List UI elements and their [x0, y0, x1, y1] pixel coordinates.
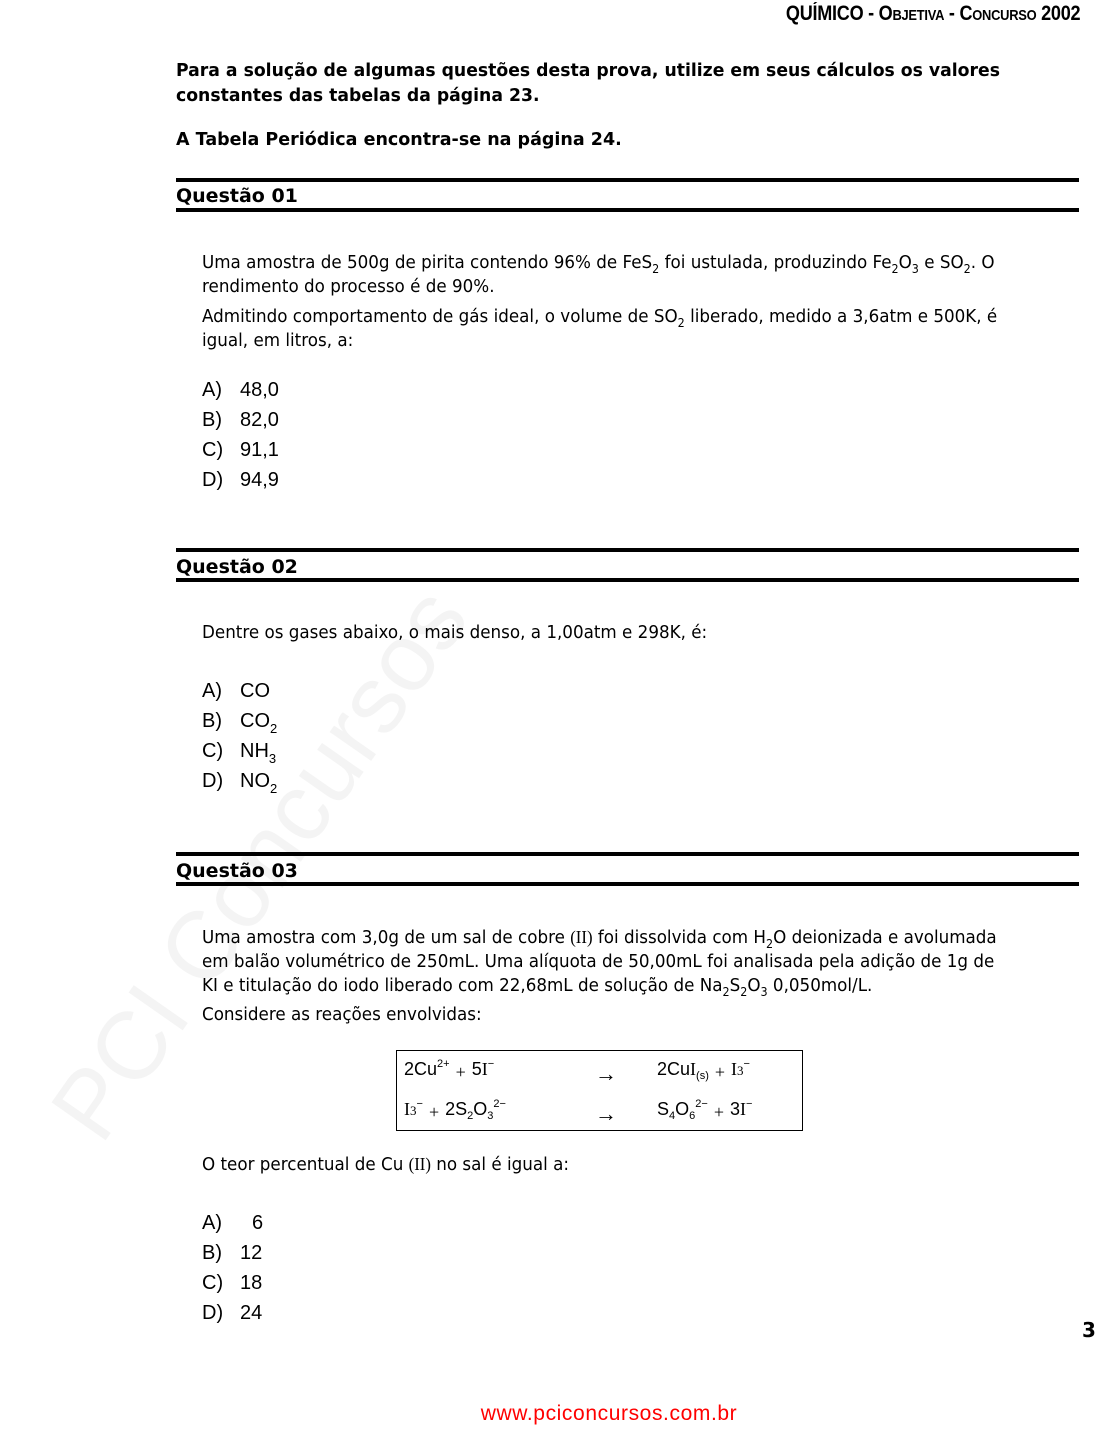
species: O: [473, 1099, 488, 1119]
text: Uma amostra de 500g de pirita contendo 96% de FeS: [202, 252, 653, 273]
state: (s): [696, 1070, 709, 1082]
option-label: D): [202, 1302, 224, 1324]
text: S: [729, 975, 741, 996]
option-a[interactable]: [202, 375, 279, 405]
option-c[interactable]: [202, 435, 279, 465]
option-value: 82,0: [240, 409, 279, 431]
subscript: 2: [467, 1110, 474, 1122]
plus-sign: +: [455, 1062, 466, 1082]
species: I: [690, 1059, 697, 1079]
oxidation-state: (II): [570, 927, 593, 947]
species: S: [455, 1099, 468, 1119]
header-subject: QUÍMICO: [785, 2, 864, 25]
option-label: C): [202, 439, 224, 461]
option-label: A): [202, 1212, 222, 1234]
reaction-arrow-icon: →: [595, 1101, 617, 1126]
section-divider: [176, 178, 1079, 182]
question-01-title: Questão 01: [176, 185, 298, 207]
reaction-row-2: [397, 1091, 802, 1129]
header-objetiva-rest: BJETIVA: [892, 7, 944, 24]
option-value: [240, 736, 276, 766]
option-value: [240, 766, 277, 796]
text: . O rendimento do processo é de 90%.: [202, 252, 995, 297]
formula: CO: [240, 710, 270, 732]
option-d[interactable]: [202, 766, 277, 796]
charge: 2−: [695, 1098, 708, 1110]
option-label: A): [202, 379, 222, 401]
reaction-2-products: [657, 1099, 752, 1120]
text: O: [747, 975, 761, 996]
text: Admitindo comportamento de gás ideal, o volume de SO: [202, 306, 678, 327]
section-divider: [176, 578, 1079, 582]
header-objetiva-initial: O: [878, 2, 893, 25]
option-b[interactable]: [202, 405, 279, 435]
species: O: [675, 1099, 690, 1119]
subscript: 2: [963, 262, 971, 276]
formula: NH: [240, 740, 269, 762]
option-label: B): [202, 409, 222, 431]
section-divider: [176, 548, 1079, 552]
text: no sal é igual a:: [430, 1154, 570, 1175]
option-a[interactable]: [202, 1208, 263, 1238]
option-b[interactable]: [202, 1238, 263, 1268]
formula: CO: [240, 680, 270, 702]
subscript: 3: [911, 262, 919, 276]
reaction-2-reactants: [404, 1099, 506, 1120]
formula: NO: [240, 770, 270, 792]
question-03-title: Questão 03: [176, 860, 298, 882]
subscript: 2: [891, 262, 899, 276]
charge: −: [746, 1098, 753, 1110]
reactions-table: [396, 1050, 803, 1131]
species: Cu: [667, 1059, 691, 1079]
reaction-arrow-icon: →: [595, 1061, 617, 1086]
text: foi dissolvida com H: [592, 927, 767, 948]
footer-website-link[interactable]: www.pciconcursos.com.br: [480, 1402, 738, 1425]
intro-instructions: Para a solução de algumas questões desta prova, utilize em seus cálculos os valores constantes das tabelas da página 23.: [176, 61, 1000, 106]
species: Cu: [414, 1059, 438, 1079]
option-label: D): [202, 469, 224, 491]
subscript: 6: [689, 1110, 696, 1122]
question-02-title: Questão 02: [176, 556, 298, 578]
option-value: 48,0: [240, 379, 279, 401]
option-b[interactable]: [202, 706, 277, 736]
subscript: 3: [268, 751, 277, 766]
question-03-statement: [202, 925, 1002, 998]
charge: 2+: [437, 1058, 450, 1070]
option-label: C): [202, 1272, 224, 1294]
option-label: A): [202, 680, 222, 702]
option-c[interactable]: [202, 736, 277, 766]
page-number: 3: [1082, 1318, 1096, 1342]
charge: −: [487, 1058, 495, 1070]
section-divider: [176, 208, 1079, 212]
coefficient: 2: [445, 1099, 456, 1119]
question-03-reactions-intro: Considere as reações envolvidas:: [202, 1004, 482, 1025]
option-value: [240, 706, 277, 736]
coefficient: 2: [404, 1059, 415, 1079]
charge: −: [416, 1098, 423, 1110]
species: I: [731, 1059, 738, 1079]
exam-header-title: [786, 2, 1080, 26]
subscript: 3: [737, 1063, 744, 1078]
reaction-row-1: [397, 1051, 802, 1089]
option-value: 94,9: [240, 469, 279, 491]
option-a[interactable]: [202, 676, 277, 706]
subscript: 2: [270, 721, 278, 736]
plus-sign: +: [428, 1102, 440, 1122]
option-value: 12: [240, 1242, 263, 1264]
option-label: B): [202, 1242, 222, 1264]
text: liberado, medido a 3,6atm e 500K, é igual, em litros, a:: [202, 306, 998, 351]
header-concurso-initial: C: [959, 2, 972, 25]
oxidation-state: (II): [408, 1154, 431, 1174]
option-label: B): [202, 710, 222, 732]
reaction-1-reactants: [404, 1059, 494, 1080]
option-d[interactable]: [202, 1298, 263, 1328]
question-03-prompt: [202, 1152, 1002, 1177]
text: Uma amostra com 3,0g de um sal de cobre: [202, 927, 571, 948]
text: O deionizada e avolumada em balão volumétrico de 250mL. Uma alíquota de 50,00mL foi analisada pela adição de 1g de KI e titulação do iodo liberado com 22,68mL de solução de Na: [202, 927, 997, 996]
question-03-options: [202, 1208, 263, 1328]
intro-periodic-table-note: A Tabela Periódica encontra-se na página 24.: [176, 130, 622, 150]
question-01-statement: [202, 251, 1002, 299]
option-value: 24: [240, 1302, 263, 1324]
question-01-options: [202, 375, 279, 495]
option-label: D): [202, 770, 224, 792]
text: e SO: [918, 252, 964, 273]
option-d[interactable]: [202, 465, 279, 495]
section-divider: [176, 882, 1079, 886]
section-divider: [176, 852, 1079, 856]
option-c[interactable]: [202, 1268, 263, 1298]
header-year: 2002: [1036, 2, 1080, 25]
text: foi ustulada, produzindo Fe: [659, 252, 892, 273]
question-01-prompt: [202, 305, 1002, 353]
question-02-statement: Dentre os gases abaixo, o mais denso, a 1,00atm e 298K, é:: [202, 622, 708, 643]
subscript: 2: [270, 781, 278, 796]
text: O: [898, 252, 912, 273]
subscript: 2: [766, 937, 774, 951]
header-separator: -: [863, 2, 879, 25]
option-value: 6: [252, 1212, 264, 1234]
coefficient: 2: [657, 1059, 668, 1079]
coefficient: 5: [471, 1059, 482, 1079]
header-concurso-rest: ONCURSO: [971, 7, 1037, 24]
subscript: 3: [410, 1103, 417, 1118]
question-02-options: [202, 676, 277, 796]
subscript: 3: [487, 1110, 494, 1122]
subscript: 2: [722, 985, 730, 999]
option-label: C): [202, 740, 224, 762]
subscript: 4: [669, 1110, 676, 1122]
species: I: [740, 1099, 746, 1119]
option-value: 91,1: [240, 439, 279, 461]
species: I: [481, 1059, 488, 1079]
header-separator: -: [943, 2, 960, 25]
plus-sign: +: [713, 1102, 724, 1122]
text: O teor percentual de Cu: [202, 1154, 409, 1175]
reaction-1-products: [657, 1059, 750, 1080]
text: 0,050mol/L.: [767, 975, 873, 996]
subscript: 2: [740, 985, 748, 999]
option-value: [240, 676, 270, 706]
option-value: 18: [240, 1272, 263, 1294]
subscript: 2: [677, 316, 685, 330]
species: I: [404, 1099, 410, 1119]
species: S: [657, 1099, 670, 1119]
coefficient: 3: [729, 1099, 740, 1119]
plus-sign: +: [714, 1062, 726, 1082]
charge: −: [743, 1058, 750, 1070]
charge: 2−: [493, 1098, 506, 1110]
subscript: 3: [760, 985, 768, 999]
subscript: 2: [652, 262, 660, 276]
